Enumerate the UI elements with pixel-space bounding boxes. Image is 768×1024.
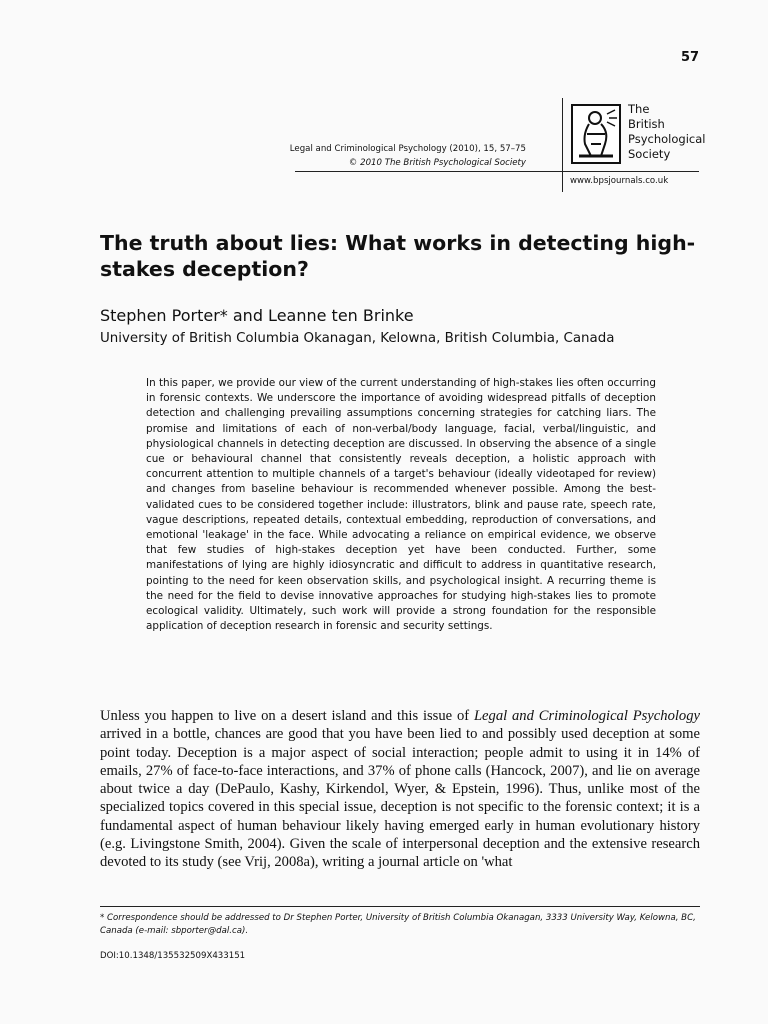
correspondence-footnote: * Correspondence should be addressed to Dr Stephen Porter, University of British Columbia Okanagan, 3333 University Way, Kelowna, BC, Canada (e-mail: sbporter@dal.ca). [100,913,696,936]
society-website-link[interactable]: www.bpsjournals.co.uk [570,176,669,186]
author-affiliation: University of British Columbia Okanagan, Kelowna, British Columbia, Canada [100,331,615,346]
journal-copyright: © 2010 The British Psychological Society [348,158,526,168]
article-authors: Stephen Porter* and Leanne ten Brinke [100,306,414,325]
society-name [628,102,705,162]
society-name-line: The [628,102,650,116]
header-vertical-divider [562,98,563,192]
doi: DOI:10.1348/135532509X433151 [100,951,246,961]
article-title: The truth about lies: What works in detecting high-stakes deception? [100,231,696,281]
society-name-line: Society [628,147,671,161]
body-paragraph [100,707,700,872]
page-number: 57 [681,50,700,65]
journal-citation-block [290,142,526,170]
footnote-divider [100,906,700,907]
bps-logo-icon [571,104,621,164]
abstract: In this paper, we provide our view of the current understanding of high-stakes lies often occurring in forensic contexts. We underscore the importance of avoiding widespread pitfalls of deception detection and challenging prevailing assumptions concerning strategies for catching liars. The promise and limitations of each of non-verbal/body language, facial, verbal/linguistic, and physiological channels in detecting deception are discussed. In observing the absence of a single cue or behavioural channel that consistently reveals deception, a holistic approach with concurrent attention to multiple channels of a target's behaviour (ideally videotaped for review) and changes from baseline behaviour is recommended whenever possible. Among the best-validated cues to be considered together include: illustrators, blink and pause rate, speech rate, vague descriptions, repeated details, contextual embedding, reproduction of conversations, and emotional 'leakage' in the face. While advocating a reliance on empirical evidence, we observe that few studies of high-stakes deception yet have been conducted. Further, some manifestations of lying are highly idiosyncratic and difficult to address in quantitative research, pointing to the need for keen observation skills, and psychological insight. A recurring theme is the need for the field to devise innovative approaches for studying high-stakes lies to promote ecological validity. Ultimately, such work will provide a strong foundation for the responsible application of deception research in forensic and security settings. [146,377,656,633]
journal-name-italic: Legal and Criminological Psychology [473,708,700,724]
body-text-intro: Unless you happen to live on a desert island and this issue of [100,708,474,724]
body-text-rest: arrived in a bottle, chances are good that you have been lied to and possibly used deception at some point today. Deception is a major aspect of social interaction; people admit to using it in 14% of emails, 27% of face-to-face interactions, and 37% of phone calls (Hancock, 2007), and lie on average about twice a day (DePaulo, Kashy, Kirkendol, Wyer, & Epstein, 1996). Thus, unlike most of the specialized topics covered in this special issue, deception is not specific to the forensic context; it is a fundamental aspect of human behaviour likely having emerged early in human evolutionary history (e.g. Livingstone Smith, 2004). Given the scale of interpersonal deception and the extensive research devoted to its study (see Vrij, 2008a), writing a journal article on 'what [100,726,700,871]
society-name-line: Psychological [628,132,706,146]
society-name-line: British [628,117,665,131]
journal-citation: Legal and Criminological Psychology (2010), 15, 57–75 [289,144,526,154]
header-divider [295,171,699,172]
